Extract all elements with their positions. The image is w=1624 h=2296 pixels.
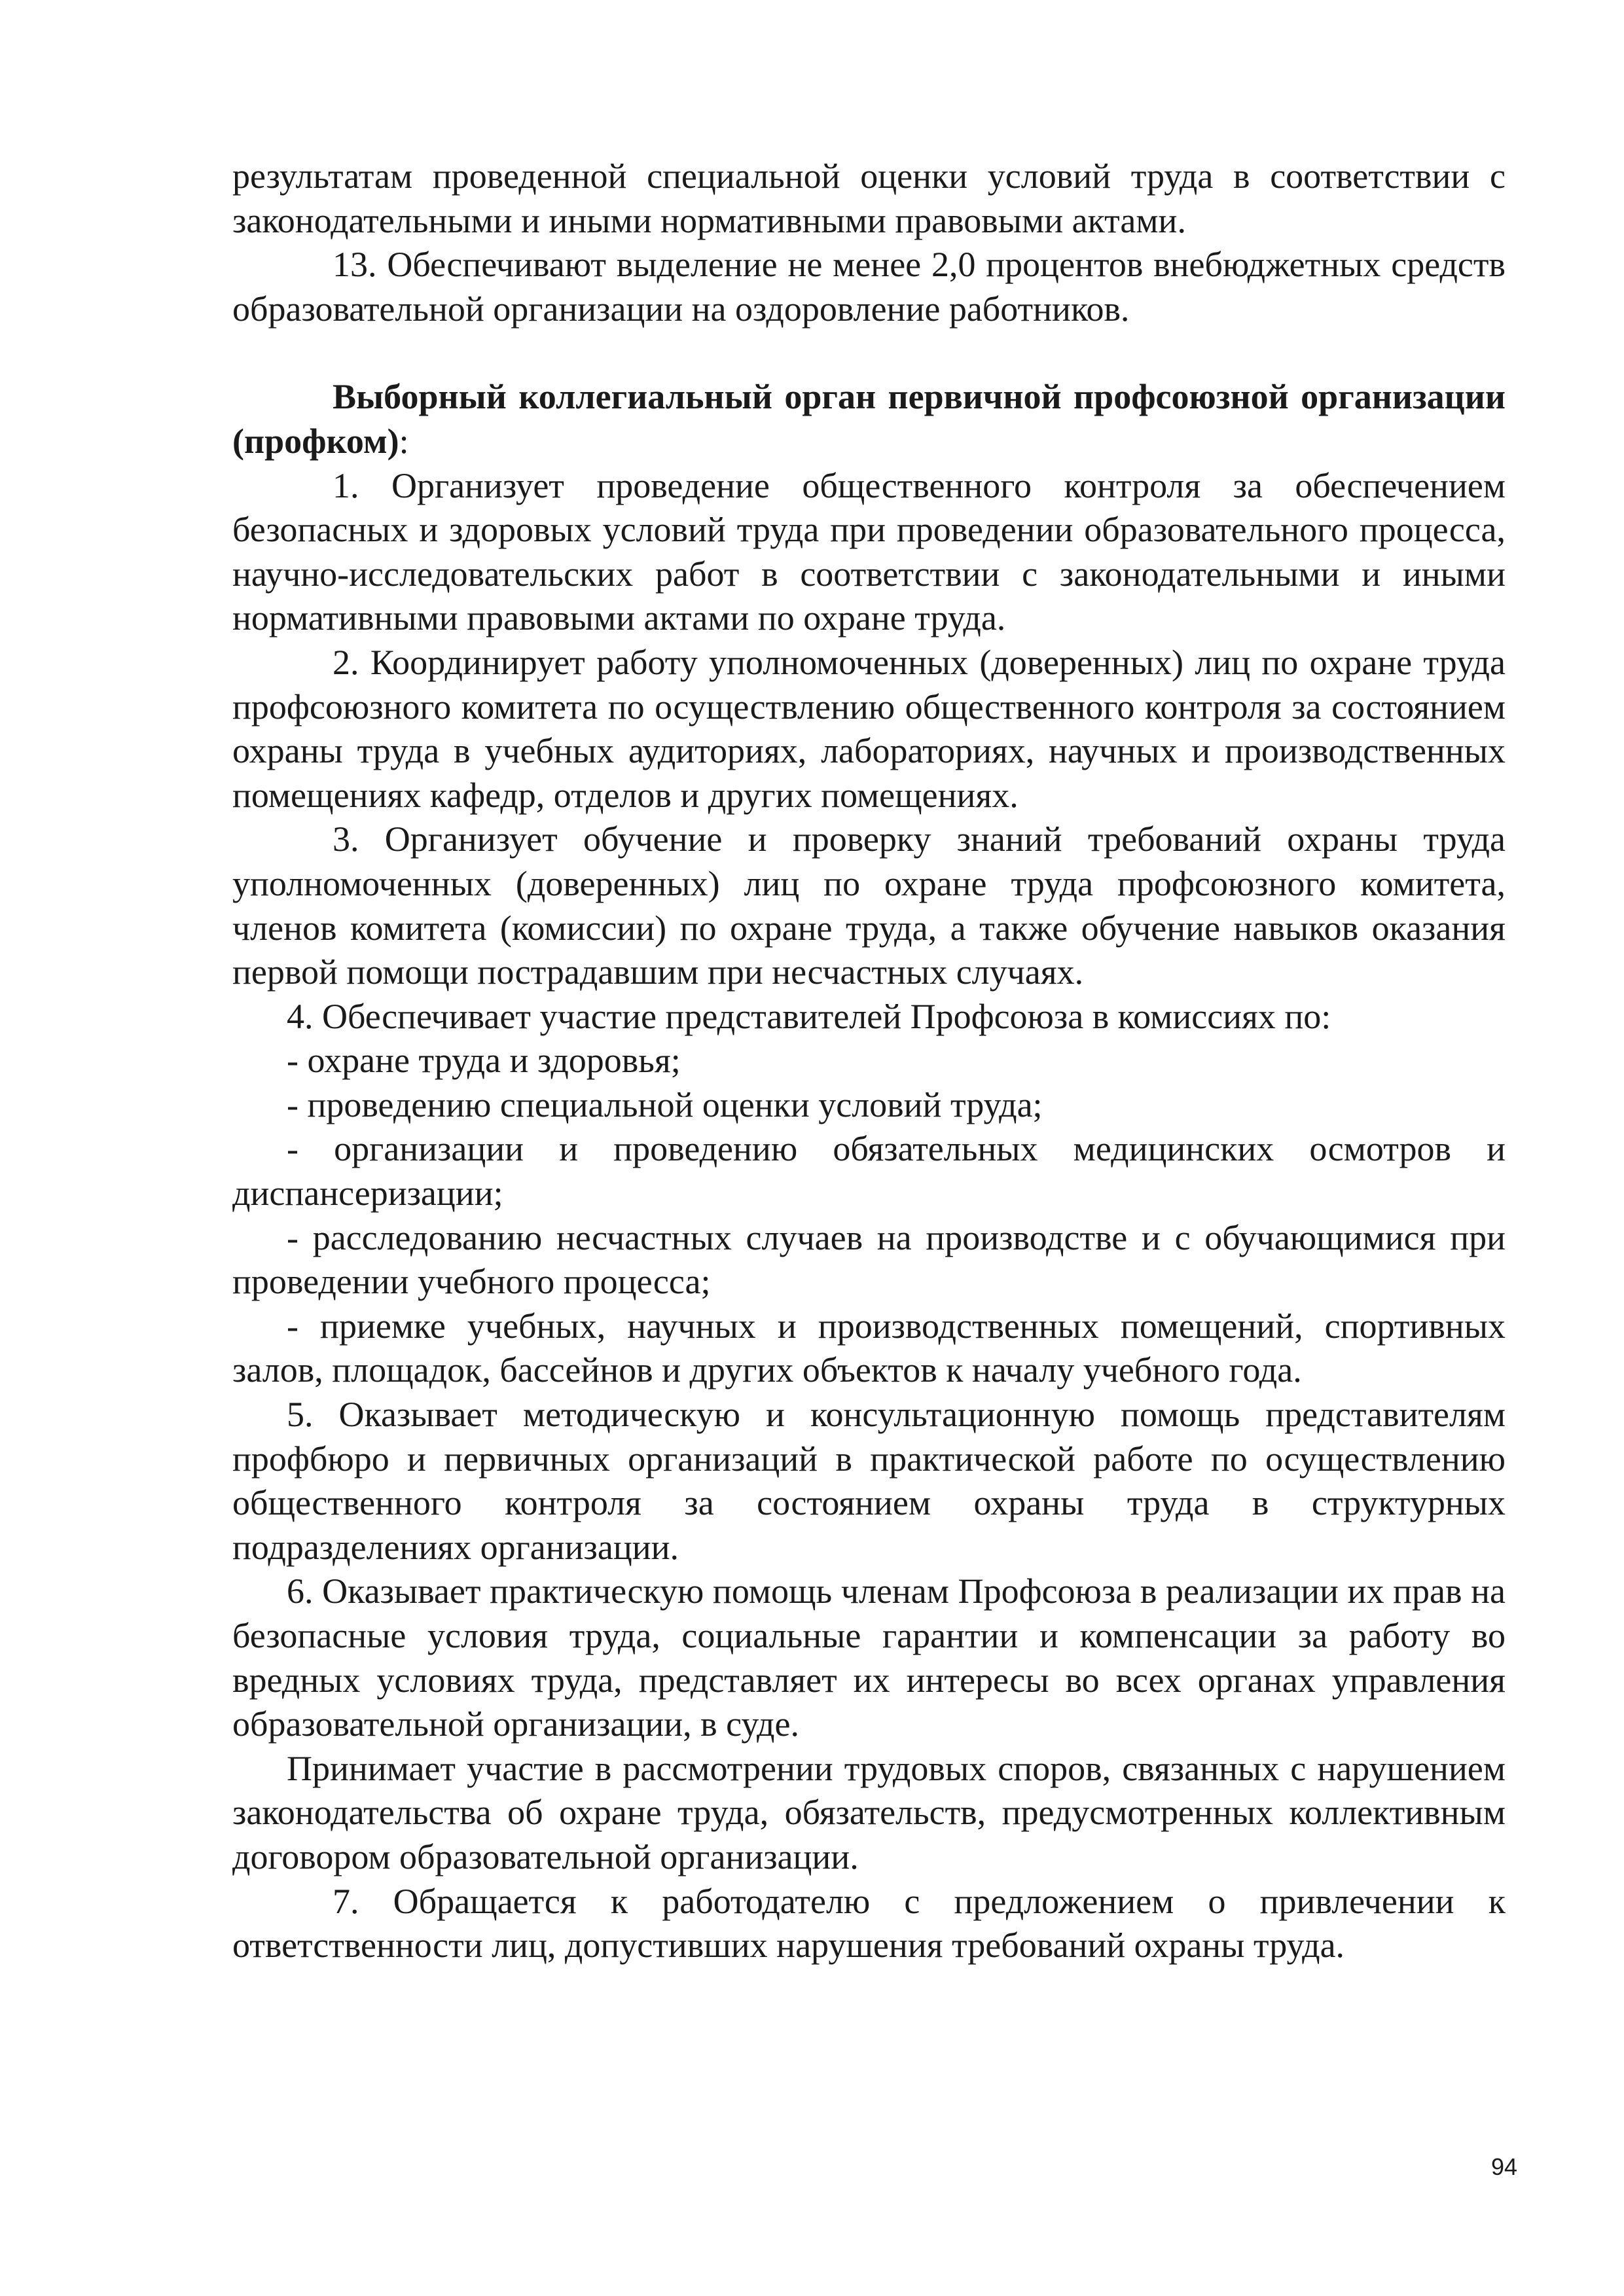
section-heading-suffix: : <box>399 421 409 461</box>
list-item-2: 2. Координирует работу уполномоченных (доверенных) лиц по охране труда профсоюзного комитета по осуществлению общественного контроля за состоянием охраны труда в учебных аудиториях, лабораториях, научных и производственных помещениях кафедр, отделов и других помещениях. <box>232 642 1506 815</box>
list-item-5: 5. Оказывает методическую и консультационную помощь представителям профбюро и первичных организаций в практической работе по осуществлению общественного контроля за состоянием охраны труда в структурных подразделениях организации. <box>232 1395 1506 1567</box>
commission-item-2: - проведению специальной оценки условий труда; <box>287 1085 1043 1124</box>
list-item-6: 6. Оказывает практическую помощь членам Профсоюза в реализации их прав на безопасные условия труда, социальные гарантии и компенсации за работу во вредных условиях труда, представляет их интересы во всех органах управления образовательной организации, в суде. <box>232 1571 1506 1744</box>
paragraph-13: 13. Обеспечивают выделение не менее 2,0 процентов внебюджетных средств образовательной организации на оздоровление работников. <box>232 245 1506 329</box>
document-body <box>232 154 1506 1968</box>
section-heading-bold: Выборный коллегиальный орган первичной профсоюзной организации (профком) <box>232 377 1506 461</box>
list-item-3: 3. Организует обучение и проверку знаний требований охраны труда уполномоченных (доверенных) лиц по охране труда профсоюзного комитета, членов комитета (комиссии) по охране труда, а также обучение навыков оказания первой помощи пострадавшим при несчастных случаях. <box>232 819 1506 992</box>
commission-item-1: - охране труда и здоровья; <box>287 1041 681 1081</box>
list-item-1: 1. Организует проведение общественного контроля за обеспечением безопасных и здоровых условий труда при проведении образовательного процесса, научно-исследовательских работ в соответствии с законодательными и иными нормативными правовыми актами по охране труда. <box>232 465 1506 638</box>
list-item-7: 7. Обращается к работодателю с предложением о привлечении к ответственности лиц, допустивших нарушения требований охраны труда. <box>232 1881 1506 1965</box>
paragraph-continued: результатам проведенной специальной оценки условий труда в соответствии с законодательными и иными нормативными правовыми актами. <box>232 156 1506 240</box>
page-number: 94 <box>1490 2153 1517 2180</box>
commission-item-3: - организации и проведению обязательных медицинских осмотров и диспансеризации; <box>232 1129 1506 1213</box>
commission-item-4: - расследованию несчастных случаев на производстве и с обучающимися при проведении учебного процесса; <box>232 1217 1506 1302</box>
paragraph-gap <box>232 331 1506 375</box>
commission-item-5: - приемке учебных, научных и производственных помещений, спортивных залов, площадок, бассейнов и других объектов к началу учебного года. <box>232 1306 1506 1390</box>
list-item-4: 4. Обеспечивает участие представителей Профсоюза в комиссиях по: <box>287 996 1331 1036</box>
labor-disputes-paragraph: Принимает участие в рассмотрении трудовых споров, связанных с нарушением законодательства об охране труда, обязательств, предусмотренных коллективным договором образовательной организации. <box>232 1748 1506 1876</box>
section-heading <box>232 375 1506 463</box>
